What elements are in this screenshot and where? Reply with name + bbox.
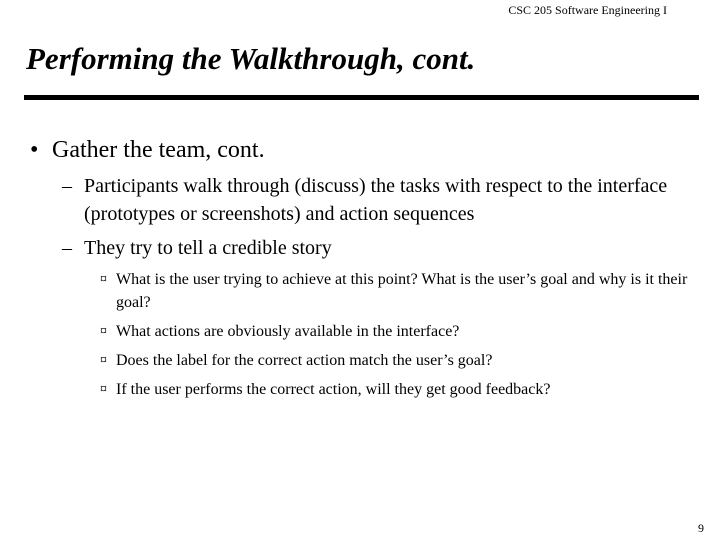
- bullet-level3-text: What is the user trying to achieve at this point? What is the user’s goal and why is it their goal?: [116, 271, 688, 311]
- title-divider: [24, 95, 699, 100]
- bullet-level3-text: If the user performs the correct action, will they get good feedback?: [116, 381, 551, 398]
- bullet-currency-icon: ¤: [100, 353, 107, 368]
- header-course-note: CSC 205 Software Engineering I: [508, 3, 667, 17]
- bullet-dot-icon: •: [30, 137, 39, 163]
- bullet-dash-icon: –: [62, 175, 72, 197]
- slide-title: Performing the Walkthrough, cont.: [26, 41, 476, 76]
- bullet-level2-text: Participants walk through (discuss) the tasks with respect to the interface (prototypes or screenshots) and action sequences: [84, 175, 668, 225]
- bullet-level2-text: They try to tell a credible story: [84, 237, 332, 259]
- bullet-currency-icon: ¤: [100, 382, 107, 397]
- page-number: 9: [698, 521, 704, 535]
- bullet-level3-text: Does the label for the correct action match the user’s goal?: [116, 352, 493, 369]
- bullet-level3-text: What actions are obviously available in the interface?: [116, 323, 460, 340]
- bullet-level1-text: Gather the team, cont.: [52, 137, 265, 163]
- bullet-currency-icon: ¤: [100, 272, 107, 287]
- bullet-dash-icon: –: [62, 237, 72, 259]
- bullet-currency-icon: ¤: [100, 324, 107, 339]
